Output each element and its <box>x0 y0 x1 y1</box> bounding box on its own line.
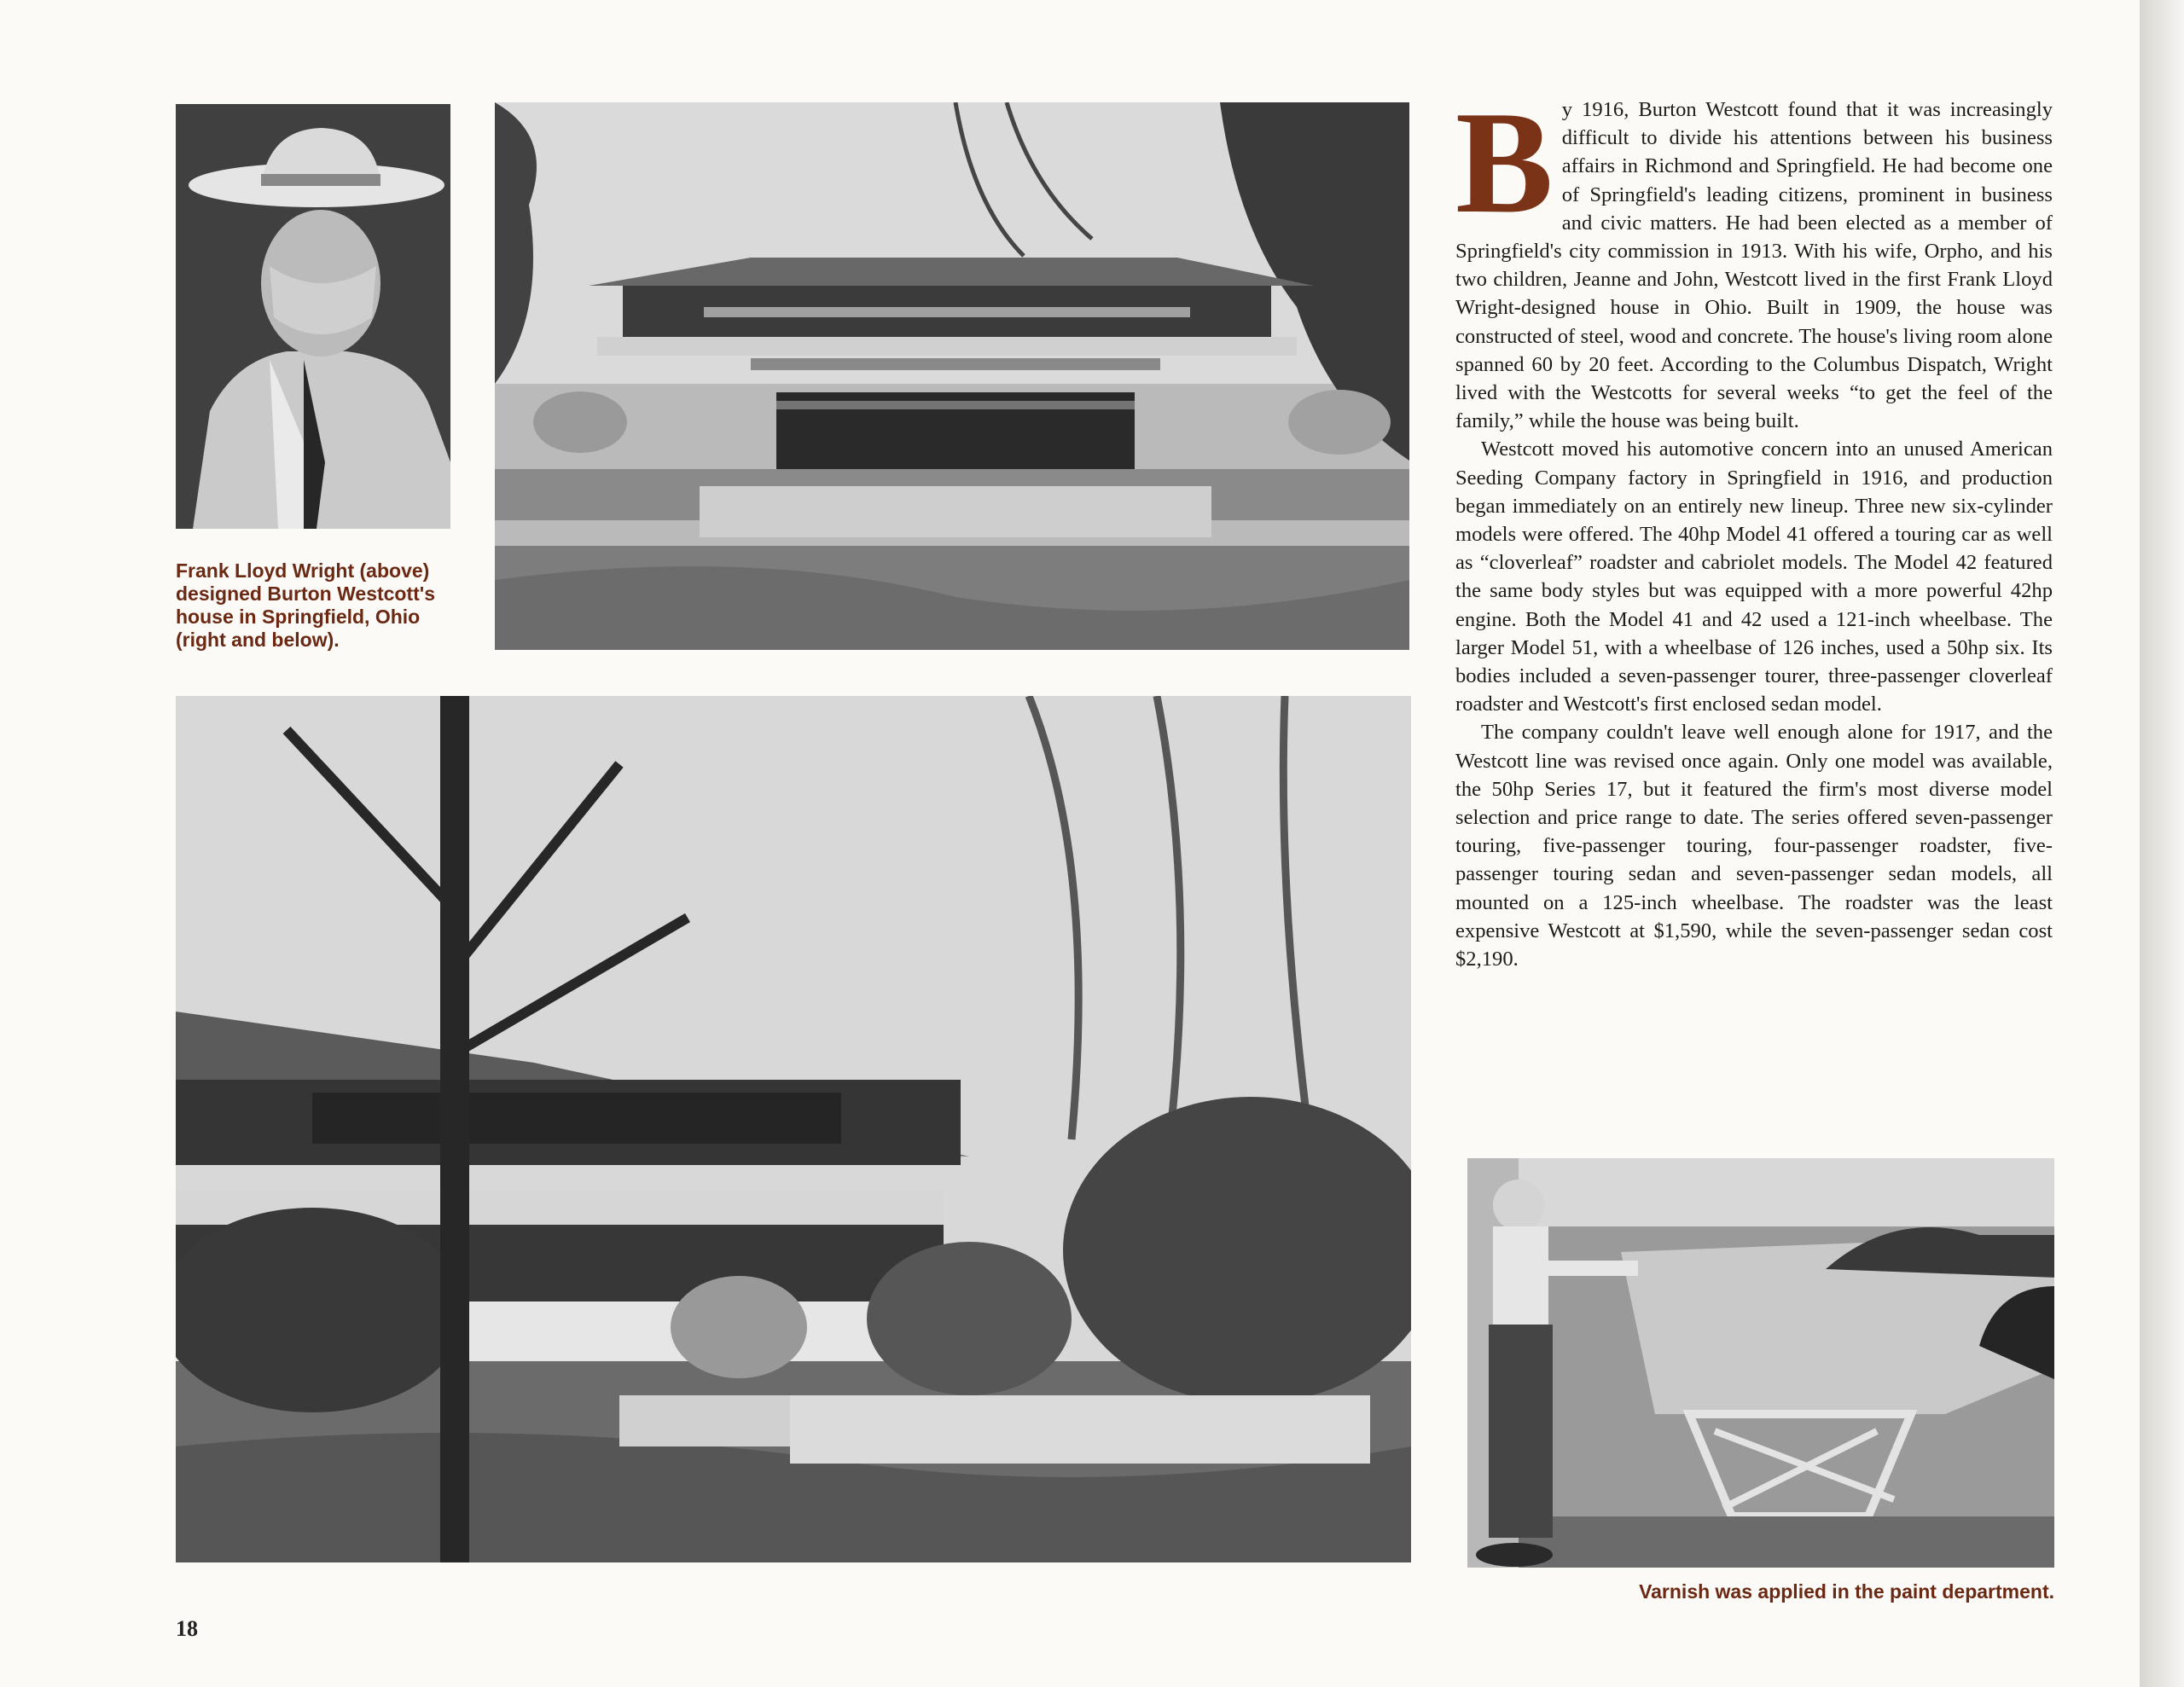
house-side-photo <box>176 696 1411 1562</box>
portrait-photo <box>176 104 450 529</box>
varnish-caption: Varnish was applied in the paint department. <box>1639 1580 2054 1603</box>
page-edge <box>2140 0 2184 1687</box>
portrait-caption: Frank Lloyd Wright (above) designed Burton Westcott's house in Springfield, Ohio (right and below). <box>176 559 436 651</box>
varnish-photo <box>1467 1158 2054 1568</box>
article-paragraph-3: The company couldn't leave well enough alone for 1917, and the Westcott line was revised once again. Only one model was available, the 50hp Series 17, but it featured the firm's most diverse model selection and price range to date. The series offered seven-passenger touring, five-passenger touring, four-passenger roadster, five-passenger touring sedan and seven-passenger sedan models, all mounted on a 125-inch wheelbase. The roadster was the least expensive Westcott at $1,590, while the seven-passenger sedan cost $2,190. <box>1455 721 2053 971</box>
house-front-photo <box>495 102 1409 650</box>
drop-cap: B <box>1455 82 1554 244</box>
article-body <box>1455 82 2053 973</box>
article-paragraph-2: Westcott moved his automotive concern into an unused American Seeding Company factory in Springfield in 1916, and production began immediately on an entirely new lineup. Three new six-cylinder models were offered. The 40hp Model 41 offered a touring car as well as “cloverleaf” roadster and cabriolet models. The Model 42 featured the same body styles but was equipped with a more powerful 42hp engine. Both the Model 41 and 42 used a 121-inch wheelbase. The larger Model 51, with a wheelbase of 126 inches, used a 50hp six. Its bodies included a seven-passenger tourer, three-passenger cloverleaf roadster and Westcott's first enclosed sedan model. <box>1455 438 2053 716</box>
article-paragraph-1: By 1916, Burton Westcott found that it was increasingly difficult to divide his attentions between his business affairs in Richmond and Springfield. He had become one of Springfield's leading citizens, prominent in business and civic matters. He had been elected as a member of Springfield's city commission in 1913. With his wife, Orpho, and his two children, Jeanne and John, Westcott lived in the first Frank Lloyd Wright-designed house in Ohio. Built in 1909, the house was constructed of steel, wood and concrete. The house's living room alone spanned 60 by 20 feet. According to the Columbus Dispatch, Wright lived with the Westcotts for several weeks “to get the feel of the family,” while the house was being built. <box>1455 82 2053 433</box>
page-number: 18 <box>176 1616 198 1641</box>
